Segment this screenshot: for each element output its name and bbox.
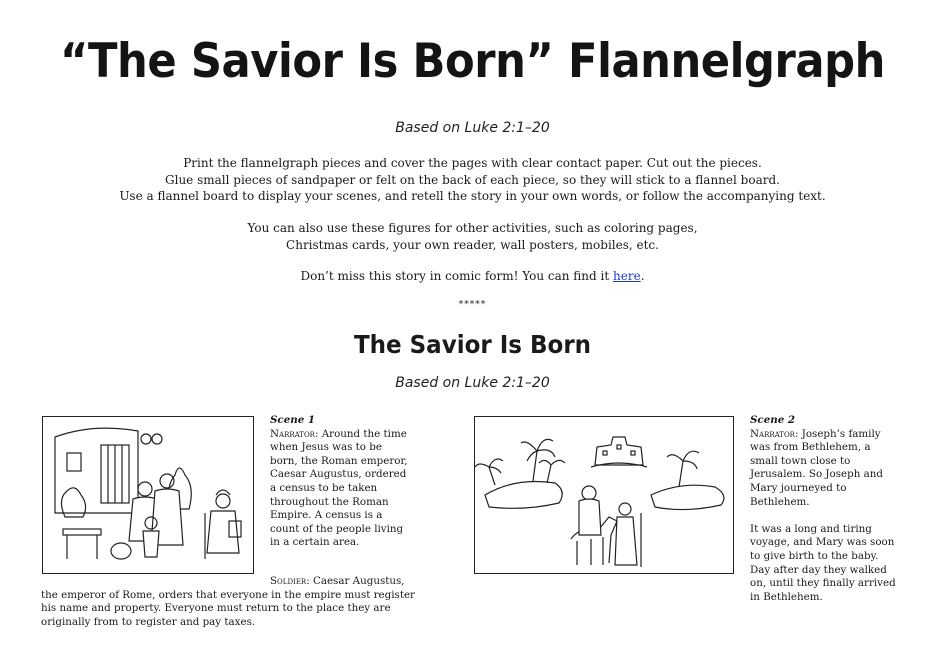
scene2-narration: : Joseph’s family was from Bethlehem, a small town close to Jerusalem. So Joseph and Mary journeyed to Bethlehem.	[750, 427, 883, 508]
intro-paragraph-2	[60, 220, 885, 253]
scene1-narration: : Around the time when Jesus was to be born, the Roman emperor, Caesar Augustus, ordered a census to be taken throughout the Roman Empire. A census is a count of the people living in a certain area.	[270, 427, 408, 549]
intro-text: .	[640, 269, 645, 283]
scene2-illustration-frame	[474, 416, 734, 574]
page-title: “The Savior Is Born” Flannelgraph	[60, 34, 885, 89]
scene1-illustration	[43, 417, 253, 573]
scene1-soldier-lead	[41, 575, 421, 589]
story-subtitle: Based on Luke 2:1–20	[395, 375, 550, 391]
scene1-text	[270, 414, 412, 550]
intro-line: Print the flannelgraph pieces and cover the pages with clear contact paper. Cut out the pieces.	[183, 156, 762, 170]
intro-line: You can also use these figures for other activities, such as coloring pages,	[247, 221, 698, 235]
scene1-heading: Scene 1	[270, 414, 316, 426]
scene1-illustration-frame	[42, 416, 254, 574]
intro-text: Don’t miss this story in comic form! You can find it	[300, 269, 614, 283]
story-heading: The Savior Is Born	[353, 330, 592, 359]
intro-line: Christmas cards, your own reader, wall posters, mobiles, etc.	[286, 237, 659, 252]
scene2-text	[750, 414, 900, 604]
scene1-speaker: Narrator	[270, 427, 315, 440]
page-subtitle: Based on Luke 2:1–20	[395, 120, 550, 136]
scene2-heading: Scene 2	[750, 414, 796, 426]
comic-link[interactable]: here	[613, 269, 641, 283]
section-separator: *****	[458, 300, 487, 310]
intro-line: Use a flannel board to display your scenes, and retell the story in your own words, or follow the accompanying text.	[119, 189, 826, 203]
scene2-speaker: Narrator	[750, 427, 795, 440]
scene2-narration-2: It was a long and tiring voyage, and Mary was soon to give birth to the baby. Day after day they walked on, until they finally arrived in Bethlehem.	[750, 522, 896, 603]
intro-line: Glue small pieces of sandpaper or felt on the back of each piece, so they will stick to a flannel board.	[165, 172, 780, 187]
scene2-illustration	[475, 417, 733, 573]
scene1-soldier-first: : Caesar Augustus,	[306, 575, 405, 587]
scene1-soldier-rest: the emperor of Rome, orders that everyone in the empire must register his name and property. Everyone must return to the place they are originally from to register and pay taxes.	[41, 588, 415, 628]
scene1-soldier-speaker: Soldier	[270, 575, 307, 587]
scene1-soldier-text	[41, 575, 421, 629]
intro-paragraph-1	[60, 155, 885, 205]
intro-paragraph-3	[60, 268, 885, 285]
